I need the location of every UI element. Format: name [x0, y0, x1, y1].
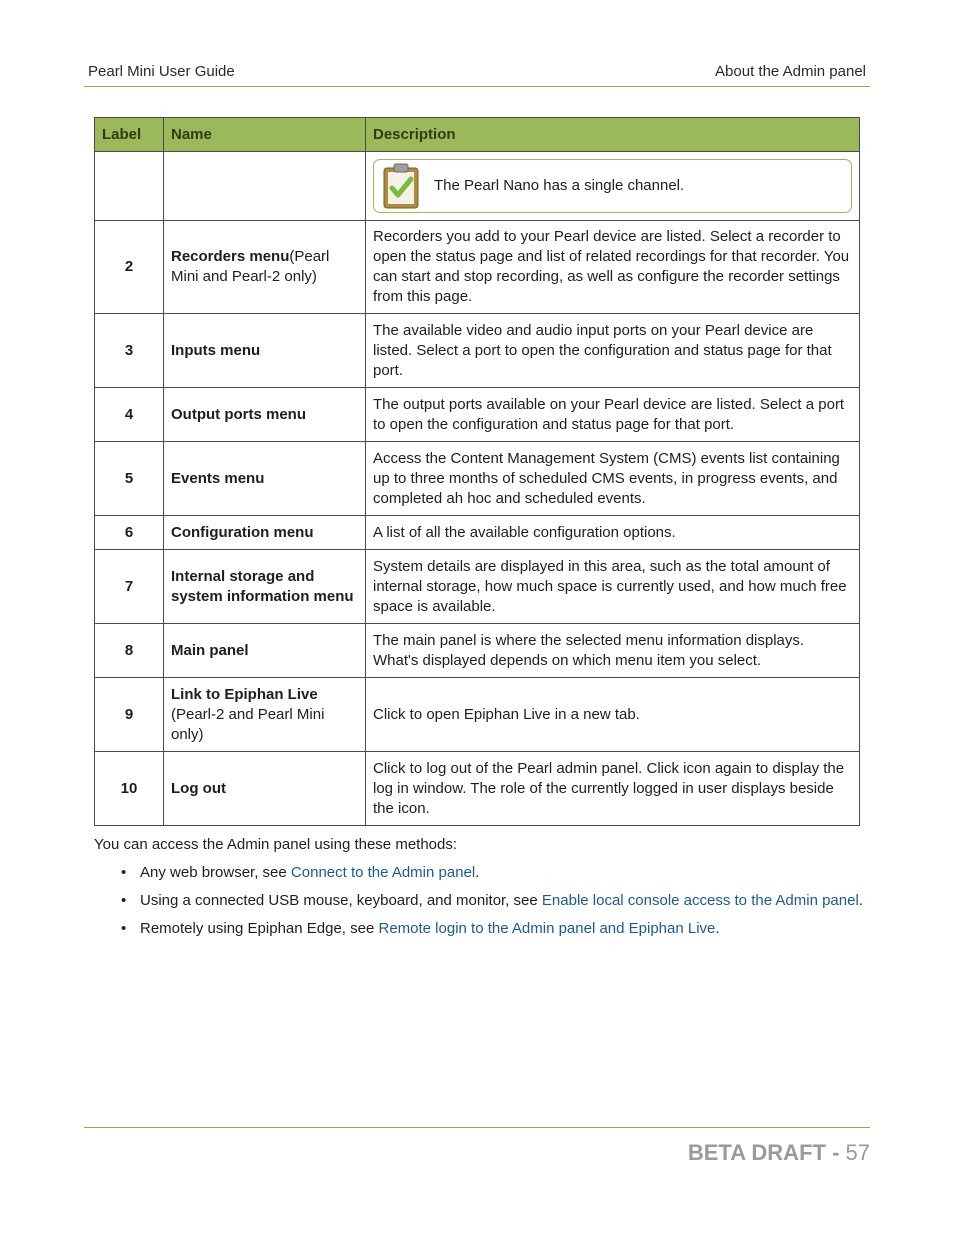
column-header-description: Description: [366, 118, 860, 152]
table-cell-label: 4: [95, 388, 164, 442]
item-name: Internal storage and system information menu: [171, 567, 354, 605]
admin-panel-table: [94, 117, 860, 826]
table-header-row: [95, 118, 860, 152]
item-name: Log out: [171, 779, 226, 797]
table-cell-description: Click to log out of the Pearl admin panel. Click icon again to display the log in window. The role of the currently logged in user displays beside the icon.: [366, 752, 860, 826]
list-item-punctuation: .: [715, 920, 720, 937]
clipboard-check-icon: [382, 163, 420, 209]
note-box: [373, 159, 852, 213]
connect-admin-panel-link[interactable]: Connect to the Admin panel: [290, 864, 476, 881]
list-item-text: Using a connected USB mouse, keyboard, and monitor, see: [140, 892, 542, 909]
item-name-note: (Pearl Mini and Pearl-2 only): [171, 248, 330, 285]
table-row: [95, 624, 860, 678]
table-row: [95, 752, 860, 826]
item-name: Events menu: [171, 469, 265, 487]
intro-text: You can access the Admin panel using these methods:: [94, 836, 458, 853]
item-name: Output ports menu: [171, 405, 306, 423]
table-cell-name: [164, 152, 366, 221]
table-cell-name: [164, 388, 366, 442]
section-title: About the Admin panel: [715, 63, 866, 80]
table-cell-description: The main panel is where the selected menu information displays. What's displayed depends on which menu item you select.: [366, 624, 860, 678]
table-cell-label: 10: [95, 752, 164, 826]
table-row: [95, 516, 860, 550]
header-rule: [84, 86, 870, 87]
draft-label: BETA DRAFT -: [687, 1140, 846, 1165]
footer-rule: [84, 1127, 870, 1128]
item-name: Inputs menu: [171, 341, 261, 359]
table-cell-label: 6: [95, 516, 164, 550]
table-cell-name: [164, 221, 366, 314]
table-row: [95, 388, 860, 442]
access-methods: [94, 835, 864, 947]
table-cell-name: [164, 314, 366, 388]
list-item-text: Any web browser, see: [140, 864, 291, 881]
table-cell-description: Recorders you add to your Pearl device are listed. Select a recorder to open the status page and list of related recordings for that recorder. You can start and stop recording, as well as configure the recorder settings from this page.: [366, 221, 860, 314]
local-console-access-link[interactable]: Enable local console access to the Admin panel: [541, 892, 859, 909]
remote-login-link[interactable]: Remote login to the Admin panel and Epiphan Live: [378, 920, 716, 937]
table-row: [95, 550, 860, 624]
note-text: The Pearl Nano has a single channel.: [434, 177, 685, 194]
page-footer: [688, 1140, 870, 1166]
table-row-note: [95, 152, 860, 221]
table-cell-label: 2: [95, 221, 164, 314]
table-row: [95, 314, 860, 388]
list-item-text: Remotely using Epiphan Edge, see: [140, 920, 379, 937]
access-method-list: [94, 863, 864, 939]
table-cell-label: 8: [95, 624, 164, 678]
list-item-punctuation: .: [858, 892, 863, 909]
item-name: Recorders menu: [171, 248, 290, 265]
list-item: [94, 919, 864, 939]
column-header-label: Label: [95, 118, 164, 152]
table-cell-description: System details are displayed in this area, such as the total amount of internal storage, how much space is currently used, and how much free space is available.: [366, 550, 860, 624]
table-cell-name: [164, 624, 366, 678]
table-cell-name: [164, 678, 366, 752]
item-name-note: (Pearl-2 and Pearl Mini only): [171, 705, 325, 743]
table-cell-description: Access the Content Management System (CMS) events list containing up to three months of scheduled CMS events, in progress events, and completed ah hoc and scheduled events.: [366, 442, 860, 516]
item-name: Configuration menu: [171, 523, 314, 541]
list-item-punctuation: .: [475, 864, 480, 881]
table-cell-label: 9: [95, 678, 164, 752]
table-cell-description: A list of all the available configuration options.: [366, 516, 860, 550]
document-title: Pearl Mini User Guide: [88, 63, 235, 80]
table-cell-name: [164, 752, 366, 826]
table-cell-label: 7: [95, 550, 164, 624]
table-cell-name: [164, 442, 366, 516]
table-row: [95, 678, 860, 752]
table-cell-name: [164, 550, 366, 624]
list-item: [94, 863, 864, 883]
table-cell-description: [366, 152, 860, 221]
item-name: Main panel: [171, 641, 249, 659]
table-cell-description: Click to open Epiphan Live in a new tab.: [366, 678, 860, 752]
table-row: [95, 221, 860, 314]
page-number: 57: [845, 1140, 870, 1165]
item-name: Link to Epiphan Live: [171, 685, 318, 703]
table-cell-label: 3: [95, 314, 164, 388]
table-cell-label: [95, 152, 164, 221]
column-header-name: Name: [164, 118, 366, 152]
table-cell-name: [164, 516, 366, 550]
table-cell-description: The output ports available on your Pearl device are listed. Select a port to open the configuration and status page for that port.: [366, 388, 860, 442]
table-cell-label: 5: [95, 442, 164, 516]
table-cell-description: The available video and audio input ports on your Pearl device are listed. Select a port to open the configuration and status page for that port.: [366, 314, 860, 388]
table-row: [95, 442, 860, 516]
list-item: [94, 891, 864, 911]
